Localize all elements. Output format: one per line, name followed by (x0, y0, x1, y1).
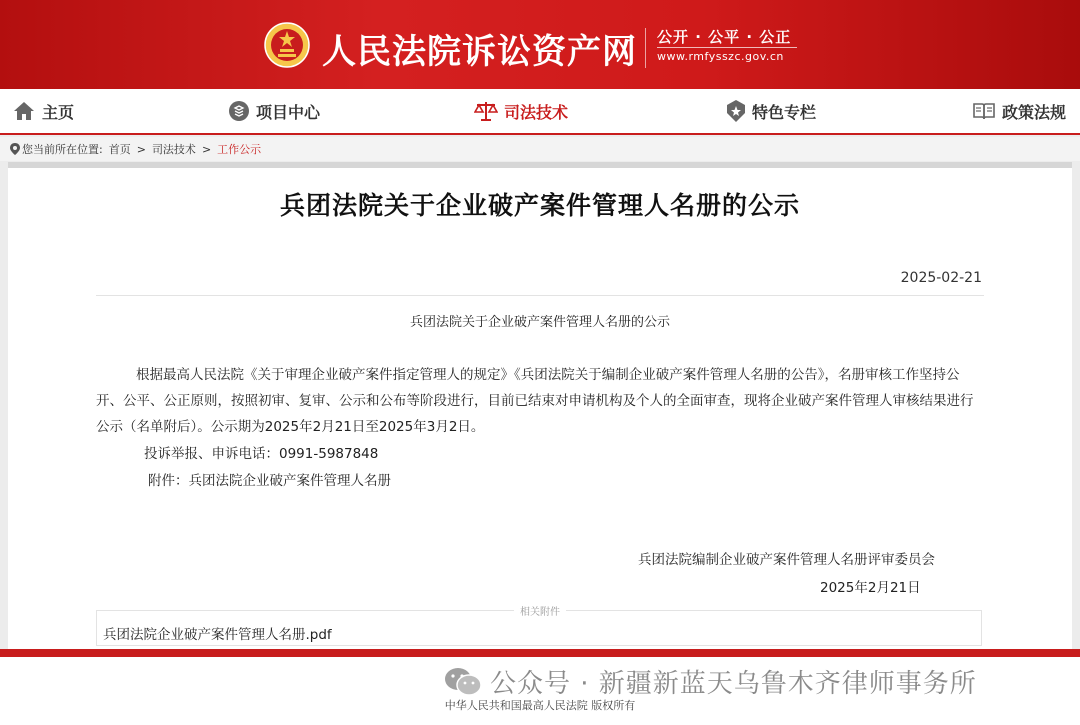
location-pin-icon (10, 143, 20, 155)
site-header (0, 0, 1080, 89)
article-date: 2025-02-21 (900, 270, 982, 286)
attachments-box (96, 607, 982, 646)
wechat-icon (444, 667, 482, 697)
attachments-label-wrap (97, 603, 983, 618)
book-icon (972, 101, 996, 121)
site-domain: www.rmfysszc.gov.cn (657, 50, 784, 63)
article-body: 根据最高人民法院《关于审理企业破产案件指定管理人的规定》《兵团法院关于编制企业破产案件管理人名册的公告》，名册审核工作坚持公开、公平、公正原则，按照初审、复审、公示和公布等阶段进行，目前已结束对申请机构及个人的全面审查，现将企业破产案件管理人审核结果进行公示（名单附后）。公示期为2025年2月21日至2025年3月2日。 (96, 367, 974, 435)
article-card (8, 162, 1072, 656)
breadcrumb-prefix: 您当前所在位置: (22, 143, 103, 156)
nav-item-label: 特色专栏 (752, 102, 817, 122)
signature-date: 2025年2月21日 (820, 580, 921, 596)
nav-item-label: 政策法规 (1002, 102, 1067, 122)
title-divider (96, 295, 984, 296)
nav-item-judicial-tech[interactable] (474, 89, 568, 133)
nav-item-label: 主页 (42, 102, 75, 122)
watermark-text: 公众号 · 新疆新蓝天乌鲁木齐律师事务所 (490, 669, 977, 699)
site-footer (0, 657, 1080, 725)
main-nav (0, 89, 1080, 135)
attachments-label: 相关附件 (514, 607, 566, 618)
breadcrumb-current[interactable]: 工作公示 (217, 143, 262, 156)
breadcrumb-separator: > (201, 142, 212, 156)
nav-item-home[interactable] (12, 89, 74, 133)
home-icon (12, 100, 36, 122)
copyright-text: 中华人民共和国最高人民法院 版权所有 (444, 699, 636, 712)
attachment-line: 附件：兵团法院企业破产案件管理人名册 (148, 473, 391, 489)
site-title[interactable]: 人民法院诉讼资产网 (322, 32, 637, 72)
header-divider (645, 28, 646, 68)
breadcrumb-separator: > (136, 142, 146, 156)
nav-item-label: 司法技术 (504, 102, 569, 122)
project-center-icon (228, 100, 250, 122)
article-subtitle: 兵团法院关于企业破产案件管理人名册的公示 (409, 315, 670, 330)
attachment-file-link[interactable]: 兵团法院企业破产案件管理人名册.pdf (103, 627, 332, 643)
article-title: 兵团法院关于企业破产案件管理人名册的公示 (279, 191, 800, 220)
wechat-watermark (444, 663, 977, 700)
court-emblem-icon[interactable] (264, 20, 310, 70)
footer-bar (0, 649, 1080, 657)
breadcrumb (0, 137, 1080, 161)
breadcrumb-home[interactable]: 首页 (108, 143, 131, 156)
nav-item-project-center[interactable] (228, 89, 320, 133)
scales-icon (474, 100, 498, 122)
nav-item-label: 项目中心 (256, 102, 321, 122)
site-slogan: 公开 · 公平 · 公正 (657, 28, 792, 46)
nav-item-policy[interactable] (972, 89, 1066, 133)
breadcrumb-judicial-tech[interactable]: 司法技术 (151, 143, 196, 156)
signature-committee: 兵团法院编制企业破产案件管理人名册评审委员会 (638, 552, 935, 568)
slogan-underline (657, 47, 797, 48)
nav-item-special-column[interactable] (726, 89, 816, 133)
badge-icon (726, 99, 746, 123)
complaint-phone-line: 投诉举报、申诉电话：0991-5987848 (144, 446, 379, 462)
